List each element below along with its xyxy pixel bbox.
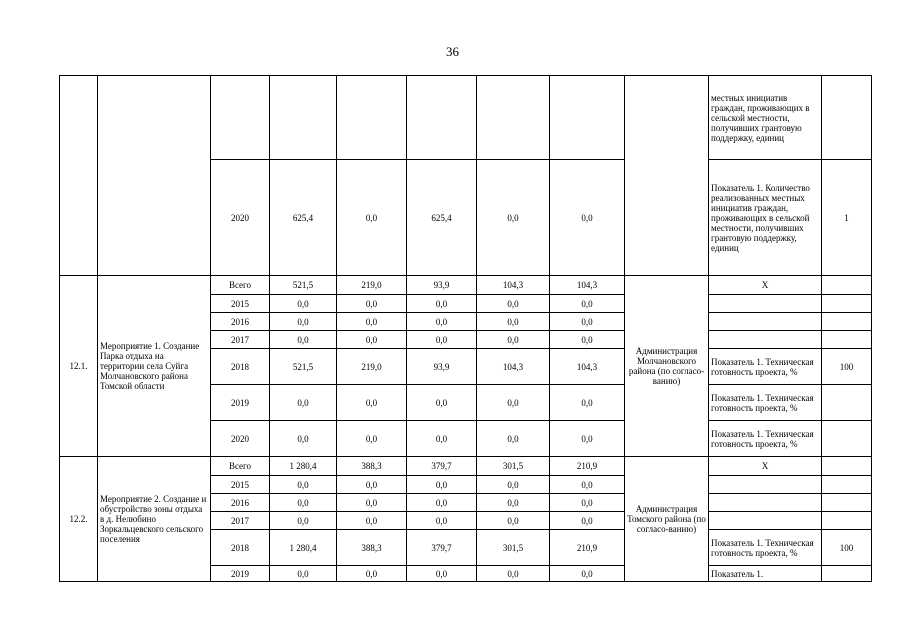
value-cell: 0,0: [550, 421, 625, 457]
target-cell: [822, 494, 872, 512]
value-cell: 0,0: [407, 476, 477, 494]
year-cell: Всего: [211, 276, 270, 295]
value-cell: 301,5: [477, 530, 550, 566]
value-cell: 0,0: [550, 494, 625, 512]
indicator-cell: [709, 512, 822, 530]
year-cell: 2015: [211, 476, 270, 494]
value-cell: 388,3: [337, 530, 407, 566]
value-cell: 0,0: [550, 160, 625, 276]
value-cell: 0,0: [477, 160, 550, 276]
value-cell: 0,0: [337, 494, 407, 512]
value-cell: 0,0: [337, 421, 407, 457]
cont-name-cell: [98, 76, 211, 276]
value-cell: 0,0: [550, 512, 625, 530]
indicator-cell: Показатель 1. Количество реализованных местных инициатив граждан, проживающих в сельской местности, получивших грантовую поддержку, единиц: [709, 160, 822, 276]
value-cell: 0,0: [407, 512, 477, 530]
indicator-cell: Показатель 1. Техническая готовность проекта, %: [709, 385, 822, 421]
value-cell: 0,0: [407, 421, 477, 457]
executor-cell: Администрация Молчановского района (по согласо-ванию): [625, 276, 709, 457]
value-cell: 0,0: [337, 476, 407, 494]
value-cell: 1 280,4: [270, 457, 337, 476]
target-cell: 100: [822, 349, 872, 385]
value-cell: 0,0: [270, 313, 337, 331]
value-cell: 0,0: [270, 476, 337, 494]
value-cell: 0,0: [477, 313, 550, 331]
indicator-cell: местных инициатив граждан, проживающих в сельской местности, получивших грантовую поддержку, единиц: [709, 76, 822, 160]
value-cell: 0,0: [270, 385, 337, 421]
value-cell: 0,0: [407, 295, 477, 313]
year-cell: 2017: [211, 331, 270, 349]
value-cell: 0,0: [407, 494, 477, 512]
indicator-cell: Показатель 1.: [709, 566, 822, 582]
year-cell: Всего: [211, 457, 270, 476]
value-cell: 625,4: [270, 160, 337, 276]
year-cell: 2018: [211, 349, 270, 385]
value-cell: 0,0: [270, 494, 337, 512]
value-cell: 0,0: [270, 421, 337, 457]
value-cell: 0,0: [550, 385, 625, 421]
value-cell: 93,9: [407, 349, 477, 385]
year-cell: 2015: [211, 295, 270, 313]
value-cell: 379,7: [407, 530, 477, 566]
target-cell: [822, 421, 872, 457]
value-cell: 301,5: [477, 457, 550, 476]
cont-number-cell: [60, 76, 98, 276]
value-cell: 104,3: [550, 349, 625, 385]
value-cell: 219,0: [337, 276, 407, 295]
value-cell: 0,0: [477, 566, 550, 582]
target-cell: [822, 276, 872, 295]
value-cell: 0,0: [477, 331, 550, 349]
value-cell: 0,0: [337, 385, 407, 421]
measure-number: 12.1.: [60, 276, 98, 457]
target-cell: [822, 476, 872, 494]
value-cell: 0,0: [550, 566, 625, 582]
value-cell: 104,3: [550, 276, 625, 295]
indicator-cell: [709, 313, 822, 331]
value-cell: 0,0: [477, 512, 550, 530]
year-cell: 2017: [211, 512, 270, 530]
value-cell: 0,0: [337, 331, 407, 349]
continuation-row-top: [60, 76, 872, 160]
value-cell: 0,0: [477, 385, 550, 421]
measure-number: 12.2.: [60, 457, 98, 582]
value-cell: 0,0: [407, 331, 477, 349]
indicator-cell: [709, 494, 822, 512]
value-cell: 0,0: [477, 494, 550, 512]
value-cell: 521,5: [270, 349, 337, 385]
year-cell: 2019: [211, 566, 270, 582]
value-cell: 521,5: [270, 276, 337, 295]
year-cell: 2020: [211, 421, 270, 457]
value-cell: 1 280,4: [270, 530, 337, 566]
year-cell: 2016: [211, 494, 270, 512]
executor-cell: Администрация Томского района (по согласо-ванию): [625, 457, 709, 582]
target-cell: [822, 385, 872, 421]
target-cell: 100: [822, 530, 872, 566]
year-cell: 2019: [211, 385, 270, 421]
value-cell: 0,0: [407, 313, 477, 331]
value-cell: 0,0: [270, 512, 337, 530]
value-cell: 0,0: [550, 331, 625, 349]
cont-executor-cell: [625, 76, 709, 276]
value-cell: 0,0: [477, 295, 550, 313]
table-row: [60, 457, 872, 476]
page-number: 36: [446, 44, 459, 59]
target-cell: [822, 295, 872, 313]
value-cell: 219,0: [337, 349, 407, 385]
year-cell: 2018: [211, 530, 270, 566]
year-cell: 2016: [211, 313, 270, 331]
measure-name: Мероприятие 1. Создание Парка отдыха на территории села Суйга Молчановского района Томской области: [98, 276, 211, 457]
indicator-cell: Показатель 1. Техническая готовность проекта, %: [709, 421, 822, 457]
target-cell: [822, 457, 872, 476]
value-cell: 93,9: [407, 276, 477, 295]
value-cell: 625,4: [407, 160, 477, 276]
target-cell: 1: [822, 160, 872, 276]
value-cell: 0,0: [477, 421, 550, 457]
value-cell: 104,3: [477, 349, 550, 385]
value-cell: 104,3: [477, 276, 550, 295]
program-table: [59, 75, 872, 582]
value-cell: 0,0: [407, 566, 477, 582]
indicator-cell: Показатель 1. Техническая готовность проекта, %: [709, 349, 822, 385]
value-cell: 0,0: [550, 295, 625, 313]
indicator-cell: [709, 331, 822, 349]
value-cell: 0,0: [270, 295, 337, 313]
target-cell: [822, 331, 872, 349]
year-cell: 2020: [211, 160, 270, 276]
value-cell: 210,9: [550, 530, 625, 566]
value-cell: 0,0: [407, 385, 477, 421]
value-cell: 0,0: [337, 512, 407, 530]
value-cell: 210,9: [550, 457, 625, 476]
target-cell: [822, 313, 872, 331]
table-row: [60, 276, 872, 295]
indicator-cell: Х: [709, 276, 822, 295]
indicator-cell: [709, 295, 822, 313]
indicator-cell: Х: [709, 457, 822, 476]
indicator-cell: Показатель 1. Техническая готовность проекта, %: [709, 530, 822, 566]
value-cell: 0,0: [337, 313, 407, 331]
target-cell: [822, 566, 872, 582]
indicator-cell: [709, 476, 822, 494]
value-cell: 0,0: [337, 295, 407, 313]
value-cell: 388,3: [337, 457, 407, 476]
value-cell: 0,0: [337, 566, 407, 582]
value-cell: 379,7: [407, 457, 477, 476]
target-cell: [822, 512, 872, 530]
value-cell: 0,0: [337, 160, 407, 276]
value-cell: 0,0: [270, 331, 337, 349]
value-cell: 0,0: [477, 476, 550, 494]
value-cell: 0,0: [550, 476, 625, 494]
value-cell: 0,0: [550, 313, 625, 331]
measure-name: Мероприятие 2. Создание и обустройство зоны отдыха в д. Нелюбино Зоркальцевского сельского поселения: [98, 457, 211, 582]
value-cell: 0,0: [270, 566, 337, 582]
